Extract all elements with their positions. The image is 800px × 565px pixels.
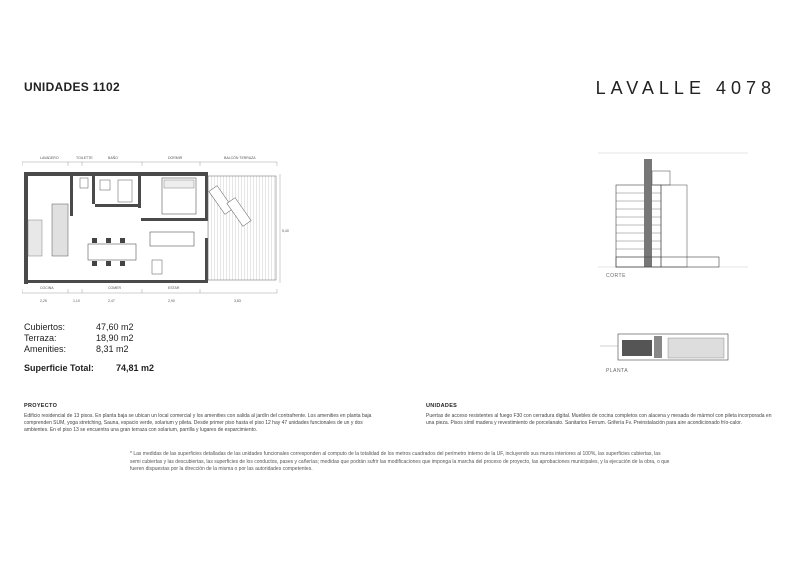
plan-dim-3: 2,47 xyxy=(108,299,115,303)
plan-label-lavadero: LAVADERO xyxy=(40,156,59,160)
plan-dim-2: 1,10 xyxy=(73,299,80,303)
total-label: Superficie Total: xyxy=(24,363,94,373)
unidades-heading: UNIDADES xyxy=(426,403,458,409)
plan-label-balcon: BALCÓN TERRAZA xyxy=(224,156,256,160)
proyecto-heading: PROYECTO xyxy=(24,403,58,409)
plan-dim-4: 2,90 xyxy=(168,299,175,303)
project-brand: LAVALLE 4078 xyxy=(595,78,776,98)
area-row-amenities xyxy=(24,344,154,355)
area-label: Cubiertos: xyxy=(24,322,66,332)
area-summary xyxy=(24,322,154,374)
total-value: 74,81 m2 xyxy=(116,363,155,373)
area-label: Amenities: xyxy=(24,344,67,354)
plan-label-cocina: COCINA xyxy=(40,286,54,290)
planta-label: PLANTA xyxy=(606,368,629,374)
plan-label-comer: COMER xyxy=(108,286,122,290)
plan-label-estar: ESTAR xyxy=(168,286,180,290)
corte-label: CORTE xyxy=(606,273,626,279)
proyecto-body: Edificio residencial de 13 pisos. En planta baja se ubican un local comercial y los amenities con salida al jardín del contrafrente. Los amenities en planta baja comprenden SUM, yoga stretching, Sauna, espacio verde, solarium y pileta. Desde primer piso hasta el piso 12 hay 47 unidades funcionales de un y dos ambientes. En el piso 13 se encuentra una gran terraza con solarium, parrilla y lugares de esparcimiento. xyxy=(24,413,372,433)
area-value: 8,31 m2 xyxy=(96,344,129,354)
plan-dim-side: 5,40 xyxy=(282,229,289,233)
floor-plan xyxy=(22,148,292,308)
disclaimer-note: * Las medidas de las superficies detalladas de las unidades funcionales corresponden al computo de la totalidad de los metros cuadrados del perímetro interno de la UF, incluyendo sus muros interiores al 100%, las superficies cubiertas, las semi cubiertas y las descubiertas, las superficies de los conductos, pases y cañerías; medidas que podrán sufrir las modificaciones que imponga la marcha del proceso de proyecto, las aprobaciones municipales, y la ejecución de la obra, o que fueren dispuestas por la dirección de la misma o por las autoridades competentes. xyxy=(130,451,670,472)
plan-dim-1: 2,25 xyxy=(40,299,47,303)
area-label: Terraza: xyxy=(24,333,57,343)
plan-label-toilette: TOILETTE xyxy=(76,156,93,160)
unidades-body: Puertas de acceso resistentes al fuego F30 con cerradura digital. Muebles de cocina completos con alacena y mesada de mármol con pileta incorporada en una pieza. Pisos símil madera y revestimiento de porcelanato. Sanitarios Ferrum. Grifería Fv. Preinstalación para aire acondicionado frío-calor. xyxy=(426,413,772,426)
area-row-cubiertos xyxy=(24,322,154,333)
area-value: 47,60 m2 xyxy=(96,322,134,332)
area-row-terraza xyxy=(24,333,154,344)
area-row-total xyxy=(24,363,154,374)
plan-dim-5: 3,83 xyxy=(234,299,241,303)
unit-title: UNIDADES 1102 xyxy=(24,80,120,94)
plan-label-dormir: DORMIR xyxy=(168,156,183,160)
area-value: 18,90 m2 xyxy=(96,333,134,343)
building-section xyxy=(598,145,748,285)
plan-label-bano: BAÑO xyxy=(108,156,118,160)
